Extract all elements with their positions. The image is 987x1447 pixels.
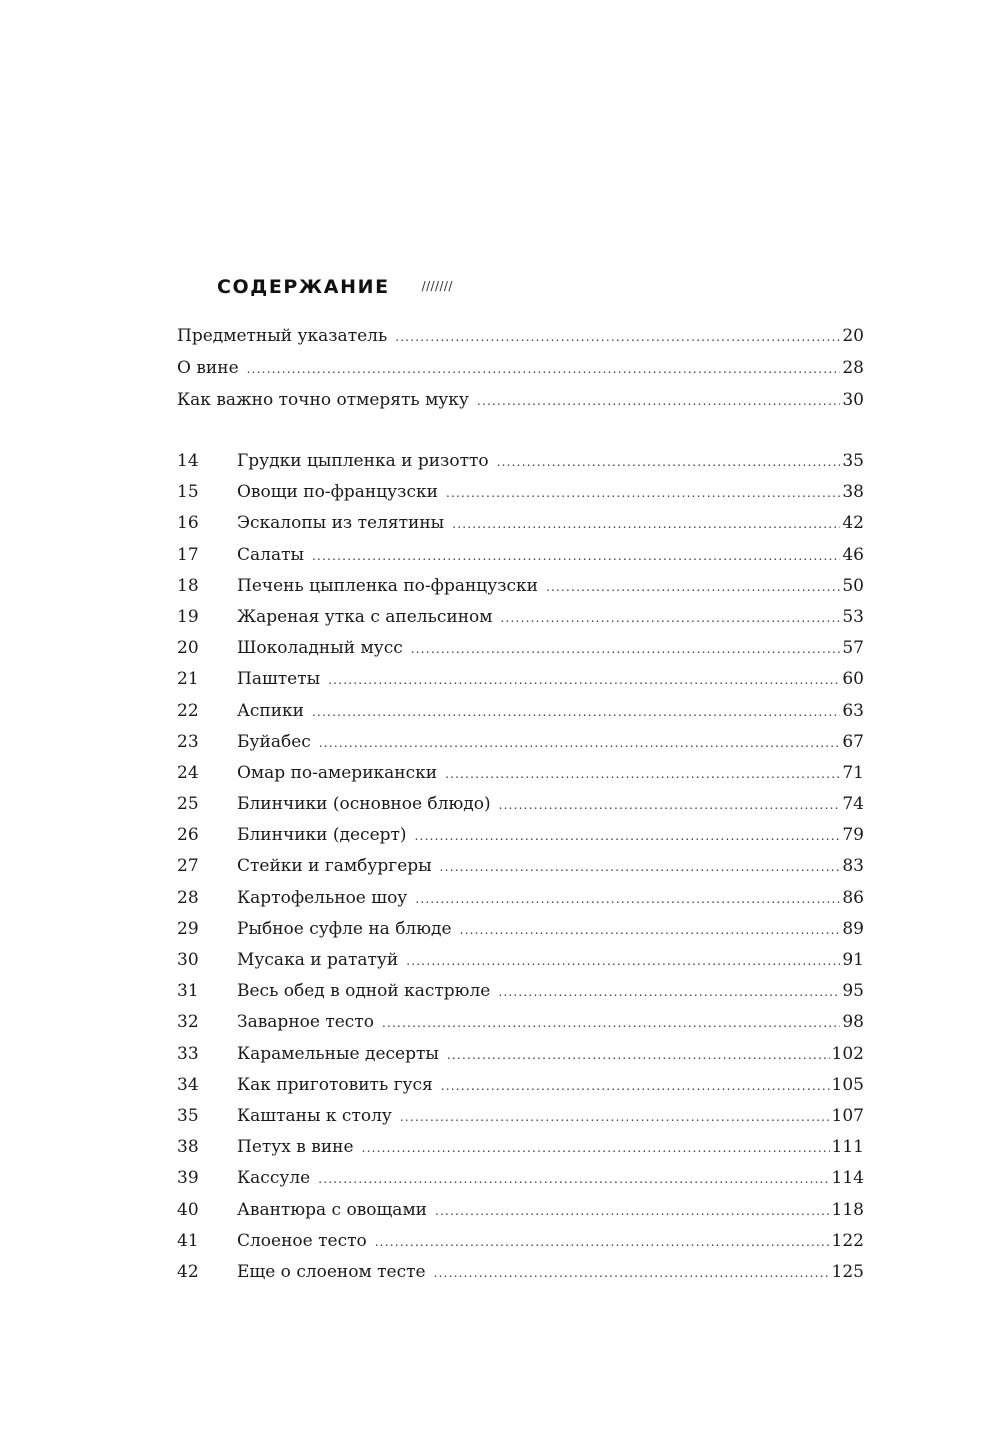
chapter-number: 32	[177, 1012, 199, 1033]
chapter-page: 125	[831, 1261, 864, 1282]
entry-title: Предметный указатель	[177, 326, 388, 346]
chapter-number: 42	[177, 1261, 199, 1282]
chapter-title: Аспики	[237, 700, 305, 721]
chapter-page: 91	[842, 950, 864, 970]
toc-intro-list	[177, 326, 864, 422]
toc-chapter-entry[interactable]	[177, 950, 864, 981]
dot-leader	[312, 705, 840, 719]
dot-leader	[415, 892, 840, 906]
chapter-number: 39	[177, 1168, 199, 1189]
chapter-number: 17	[177, 544, 199, 565]
chapter-number: 26	[177, 825, 199, 846]
toc-chapter-entry[interactable]	[177, 545, 864, 576]
dot-leader	[440, 860, 841, 874]
dot-leader	[362, 1141, 830, 1155]
chapter-number: 31	[177, 981, 199, 1002]
chapter-page: 107	[831, 1105, 864, 1126]
toc-chapter-entry[interactable]	[177, 451, 864, 482]
chapter-title: Слоеное тесто	[237, 1230, 367, 1251]
toc-chapter-entry[interactable]	[177, 856, 864, 887]
chapter-number: 16	[177, 513, 199, 534]
chapter-title: Рыбное суфле на блюде	[237, 918, 452, 939]
chapter-number: 14	[177, 451, 199, 471]
entry-title: О вине	[177, 358, 239, 378]
dot-leader	[501, 611, 841, 625]
toc-chapter-entry[interactable]	[177, 825, 864, 856]
dot-leader	[497, 455, 841, 469]
chapter-title: Карамельные десерты	[237, 1043, 439, 1064]
toc-chapter-entry[interactable]	[177, 1262, 864, 1293]
chapter-page: 102	[831, 1043, 864, 1064]
toc-chapter-entry[interactable]	[177, 1075, 864, 1106]
chapter-page: 118	[831, 1199, 864, 1220]
chapter-number: 41	[177, 1230, 199, 1251]
chapter-number: 33	[177, 1043, 199, 1064]
chapter-number: 23	[177, 731, 199, 752]
entry-page: 28	[842, 358, 864, 378]
toc-chapter-entry[interactable]	[177, 732, 864, 763]
chapter-title: Грудки цыпленка и ризотто	[237, 451, 489, 471]
chapter-page: 38	[842, 482, 864, 503]
toc-entry[interactable]	[177, 358, 864, 390]
chapter-page: 83	[842, 856, 864, 877]
dot-leader	[460, 923, 841, 937]
chapter-page: 57	[842, 638, 864, 659]
chapter-page: 95	[842, 981, 864, 1002]
toc-chapter-entry[interactable]	[177, 1168, 864, 1199]
dot-leader	[312, 549, 840, 563]
chapter-title: Как приготовить гуся	[237, 1074, 433, 1095]
heading-decoration: ///////	[421, 279, 453, 293]
toc-chapter-entry[interactable]	[177, 888, 864, 919]
chapter-number: 29	[177, 918, 199, 939]
dot-leader	[318, 1172, 829, 1186]
chapter-page: 50	[842, 575, 864, 596]
dot-leader	[395, 330, 840, 344]
dot-leader	[411, 642, 841, 656]
toc-entry[interactable]	[177, 390, 864, 422]
chapter-title: Эскалопы из телятины	[237, 513, 445, 534]
chapter-number: 35	[177, 1105, 199, 1126]
dot-leader	[400, 1110, 830, 1124]
dot-leader	[382, 1016, 840, 1030]
toc-chapter-entry[interactable]	[177, 513, 864, 544]
toc-chapter-entry[interactable]	[177, 1044, 864, 1075]
toc-chapter-entry[interactable]	[177, 1200, 864, 1231]
chapter-page: 111	[831, 1137, 864, 1158]
chapter-number: 22	[177, 700, 199, 721]
chapter-number: 24	[177, 762, 199, 783]
chapter-title: Петух в вине	[237, 1137, 354, 1158]
dot-leader	[435, 1204, 830, 1218]
toc-chapter-entry[interactable]	[177, 981, 864, 1012]
chapter-title: Салаты	[237, 544, 305, 565]
chapter-title: Мусака и рататуй	[237, 950, 399, 970]
chapter-page: 71	[842, 762, 864, 783]
chapter-page: 46	[842, 544, 864, 565]
toc-chapter-entry[interactable]	[177, 1137, 864, 1168]
page-title: СОДЕРЖАНИЕ	[217, 276, 390, 298]
dot-leader	[434, 1266, 830, 1280]
dot-leader	[477, 394, 840, 408]
chapter-page: 98	[842, 1012, 864, 1033]
dot-leader	[452, 517, 840, 531]
toc-chapter-entry[interactable]	[177, 1012, 864, 1043]
chapter-page: 86	[842, 887, 864, 908]
chapter-page: 89	[842, 918, 864, 939]
chapter-page: 105	[831, 1074, 864, 1095]
chapter-title: Кассуле	[237, 1168, 311, 1189]
dot-leader	[546, 580, 840, 594]
dot-leader	[319, 736, 841, 750]
chapter-page: 74	[842, 794, 864, 815]
dot-leader	[415, 829, 841, 843]
toc-chapter-entry[interactable]	[177, 763, 864, 794]
chapter-title: Стейки и гамбургеры	[237, 856, 432, 877]
chapter-number: 30	[177, 950, 199, 970]
toc-chapter-entry[interactable]	[177, 1231, 864, 1262]
toc-heading	[217, 274, 453, 300]
chapter-title: Авантюра с овощами	[237, 1199, 427, 1220]
toc-chapter-entry[interactable]	[177, 482, 864, 513]
toc-chapter-entry[interactable]	[177, 919, 864, 950]
chapter-number: 34	[177, 1074, 199, 1095]
chapter-page: 114	[831, 1168, 864, 1189]
chapter-title: Картофельное шоу	[237, 887, 408, 908]
chapter-title: Печень цыпленка по-французски	[237, 575, 538, 596]
chapter-title: Шоколадный мусс	[237, 638, 403, 659]
entry-page: 20	[842, 326, 864, 346]
dot-leader	[498, 985, 840, 999]
chapter-title: Заварное тесто	[237, 1012, 374, 1033]
toc-chapter-entry[interactable]	[177, 701, 864, 732]
dot-leader	[375, 1235, 830, 1249]
chapter-number: 27	[177, 856, 199, 877]
toc-chapter-entry[interactable]	[177, 638, 864, 669]
chapter-number: 15	[177, 482, 199, 503]
chapter-title: Буйабес	[237, 731, 311, 752]
chapter-page: 122	[831, 1230, 864, 1251]
chapter-number: 28	[177, 887, 199, 908]
chapter-title: Блинчики (десерт)	[237, 825, 407, 846]
chapter-title: Каштаны к столу	[237, 1105, 392, 1126]
dot-leader	[499, 798, 841, 812]
chapter-title: Блинчики (основное блюдо)	[237, 794, 491, 815]
chapter-title: Жареная утка с апельсином	[237, 606, 493, 627]
toc-chapter-entry[interactable]	[177, 576, 864, 607]
chapter-page: 67	[842, 731, 864, 752]
toc-chapter-list	[177, 451, 864, 1293]
entry-page: 30	[842, 390, 864, 410]
chapter-title: Овощи по-французски	[237, 482, 438, 503]
chapter-number: 38	[177, 1137, 199, 1158]
chapter-number: 19	[177, 606, 199, 627]
toc-chapter-entry[interactable]	[177, 669, 864, 700]
chapter-number: 25	[177, 794, 199, 815]
chapter-page: 53	[842, 606, 864, 627]
chapter-page: 42	[842, 513, 864, 534]
chapter-number: 20	[177, 638, 199, 659]
chapter-number: 40	[177, 1199, 199, 1220]
toc-chapter-entry[interactable]	[177, 607, 864, 638]
toc-entry[interactable]	[177, 326, 864, 358]
entry-title: Как важно точно отмерять муку	[177, 390, 469, 410]
chapter-title: Омар по-американски	[237, 762, 438, 783]
dot-leader	[441, 1079, 830, 1093]
chapter-page: 79	[842, 825, 864, 846]
chapter-title: Весь обед в одной кастрюле	[237, 981, 491, 1002]
chapter-number: 21	[177, 669, 199, 690]
chapter-page: 63	[842, 700, 864, 721]
dot-leader	[445, 767, 840, 781]
chapter-page: 60	[842, 669, 864, 690]
chapter-title: Паштеты	[237, 669, 321, 690]
chapter-title: Еще о слоеном тесте	[237, 1261, 426, 1282]
dot-leader	[446, 486, 840, 500]
toc-chapter-entry[interactable]	[177, 794, 864, 825]
dot-leader	[247, 362, 841, 376]
dot-leader	[328, 673, 840, 687]
chapter-number: 18	[177, 575, 199, 596]
toc-chapter-entry[interactable]	[177, 1106, 864, 1137]
chapter-page: 35	[842, 451, 864, 471]
dot-leader	[406, 954, 840, 968]
dot-leader	[447, 1048, 830, 1062]
